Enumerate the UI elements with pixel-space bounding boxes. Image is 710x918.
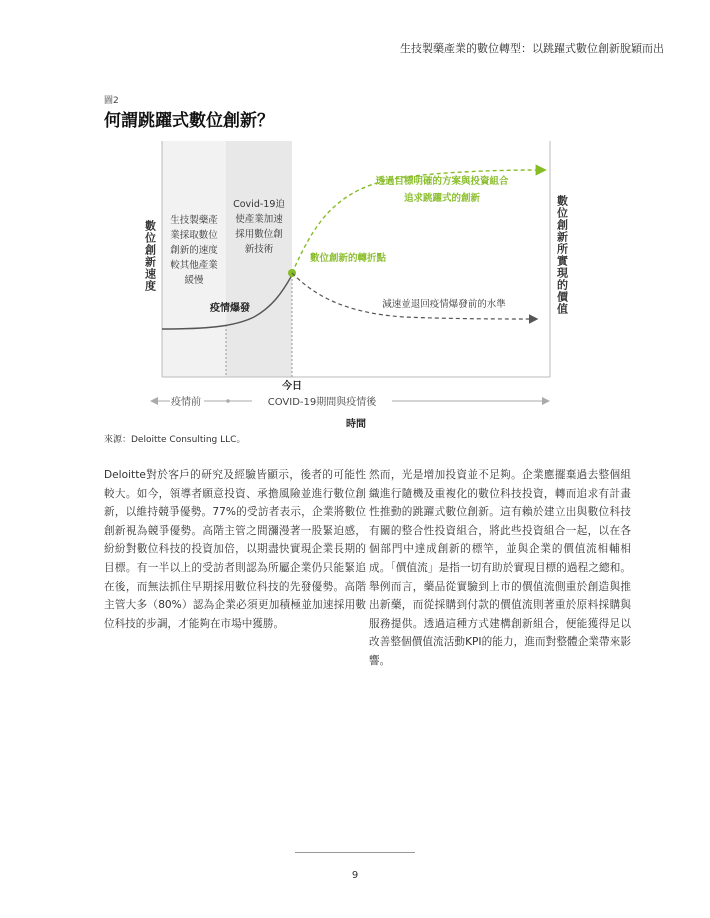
pre-pandemic-region [162, 141, 226, 377]
figure-label: 圖2 [104, 96, 119, 106]
x-axis-label: 時間 [346, 419, 366, 430]
phase1-line: 較其他產業 [170, 260, 218, 271]
inflection-label: 數位創新的轉折點 [310, 253, 387, 264]
timeline-after-label: COVID-19期間與疫情後 [267, 397, 377, 408]
body-column-right: 然而，光是增加投資並不足夠。企業應擺棄過去整個組織進行隨機及重複化的數位科技投資，轉而追求有計畫性推動的跳躍式數位創新。這有賴於建立出與數位科技有關的整合性投資組合，將此些投資組合一起，以在各個部門中達成創新的標竿，並與企業的價值流相輔相成。「價值流」是指一切有助於實現目標的過程之總和。舉例而言，藥品從實驗到上市的價值流側重於創造與推出新藥，而從採購到付款的價值流則著重於原料採購與服務提供。透過這種方式建構創新組合，便能獲得足以改善整個價值流活動KPI的能力，進而對整體企業帶來影響。 [369, 469, 631, 667]
running-header: 生技製藥產業的數位轉型：以跳躍式數位創新脫穎而出 [400, 42, 664, 55]
today-label: 今日 [282, 381, 302, 392]
timeline-before-label: 疫情前 [171, 397, 201, 408]
upper-path-label-line: 透過目標明確的方案與投資組合 [375, 176, 509, 187]
phase1-line: 緩慢 [184, 275, 204, 286]
y-axis-left-label: 數位創新速度 [143, 220, 157, 292]
footer-divider [295, 852, 415, 853]
innovation-diagram [104, 135, 614, 435]
upper-path-label-line: 追求跳躍式的創新 [403, 193, 481, 204]
decline-path [292, 273, 536, 319]
figure-source: 來源：Deloitte Consulting LLC。 [104, 435, 246, 445]
phase1-line: 生技製藥產 [170, 215, 218, 226]
phase2-line: Covid-19迫 [233, 199, 285, 210]
timeline-dot [226, 399, 230, 403]
lower-path-label: 減速並退回疫情爆發前的水準 [382, 299, 506, 310]
page-number: 9 [351, 870, 359, 881]
y-axis-right-label: 數位創新所實現的價值 [555, 195, 569, 315]
body-column-left: Deloitte對於客戶的研究及經驗皆顯示，後者的可能性較大。如今，領導者願意投資、承擔風險並進行數位創新，以維持競爭優勢。77%的受訪者表示，企業將數位創新視為競爭優勢。高階主管之間瀰漫著一股緊迫感，紛紛對數位科技的投資加倍，以期盡快實現企業長期的目標。有一半以上的受訪者則認為所屬企業仍只能緊追在後，而無法抓住早期採用數位科技的先發優勢。高階主管大多（80%）認為企業必須更加積極並加速採用數位科技的步調，才能夠在市場中獲勝。 [104, 469, 366, 630]
phase2-line: 新技術 [244, 244, 274, 255]
outbreak-label: 疫情爆發 [210, 303, 250, 314]
covid-region [226, 141, 292, 377]
phase1-line: 創新的速度 [170, 245, 218, 256]
figure-title: 何謂跳躍式數位創新？ [104, 111, 274, 131]
phase1-line: 業採取數位 [170, 230, 218, 241]
phase2-line: 採用數位創 [235, 229, 283, 240]
phase2-line: 使產業加速 [235, 214, 283, 225]
